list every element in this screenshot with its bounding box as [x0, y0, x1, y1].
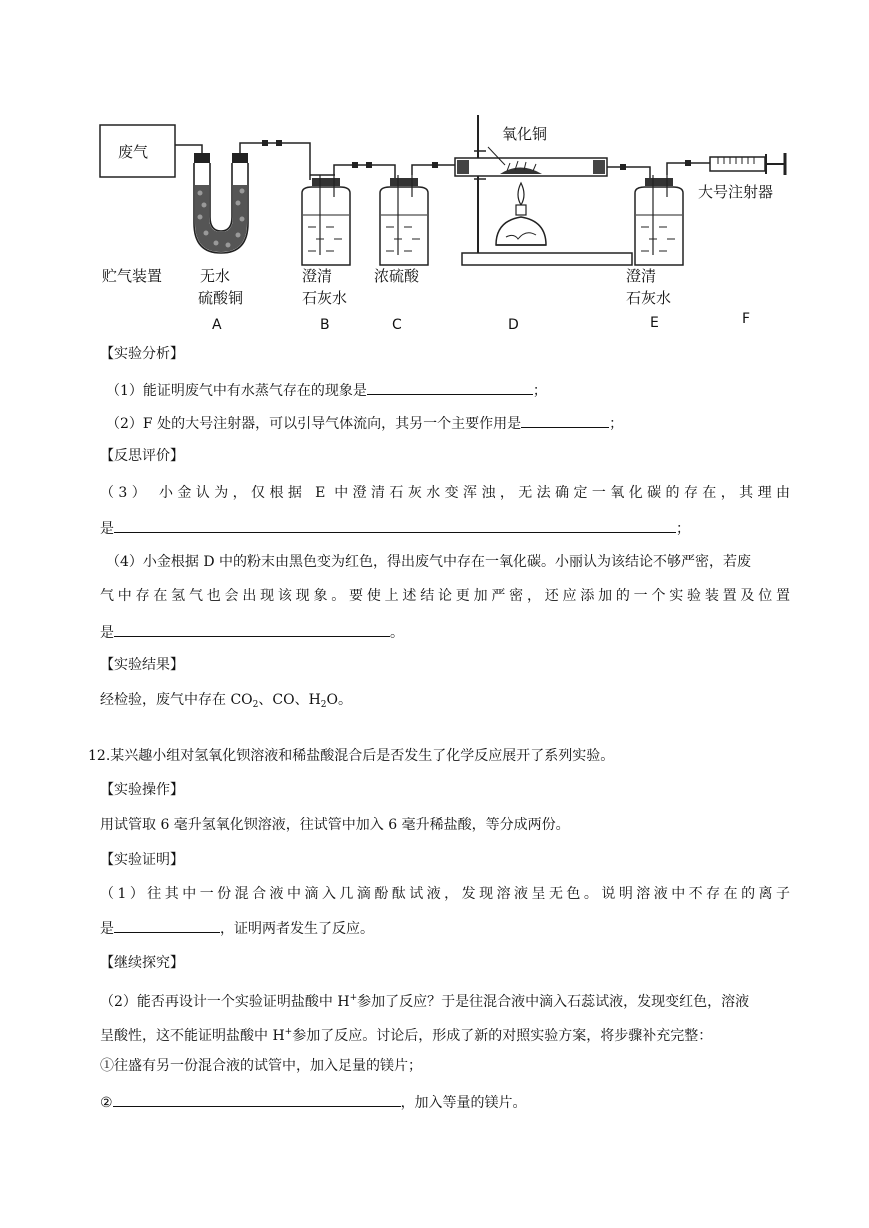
p1-line-1-text: （1）往其中一份混合液中滴入几滴酚酞试液，发现溶液呈无色。说明溶液中不存在的离子 — [100, 886, 790, 902]
result-end: O。 — [326, 692, 352, 708]
limewater-b-label-1: 澄清 — [302, 267, 333, 285]
step-2-pre: ② — [100, 1095, 113, 1111]
q1-end: ； — [532, 383, 547, 399]
operation-header: 【实验操作】 — [100, 782, 184, 798]
p1-cont: 是 — [100, 921, 114, 937]
p2-sup-2: + — [284, 1027, 293, 1037]
limewater-e-label-2: 石灰水 — [626, 289, 672, 307]
cuso4-label-2: 硫酸铜 — [198, 289, 244, 307]
q3-answer-blank[interactable] — [114, 518, 676, 533]
p2-line-2-pre: 呈酸性，这不能证明盐酸中 H — [100, 1028, 285, 1044]
question-3-line-1 — [100, 483, 790, 503]
u-tube-a — [194, 153, 248, 253]
proof-header: 【实验证明】 — [100, 852, 184, 868]
p1-answer-blank[interactable] — [114, 918, 220, 933]
step-2 — [100, 1092, 527, 1113]
conc-h2so4-label: 浓硫酸 — [374, 267, 420, 285]
q4-cont: 是 — [100, 625, 114, 641]
q1-text: （1）能证明废气中有水蒸气存在的现象是 — [106, 383, 367, 399]
step-1: ①往盛有另一份混合液的试管中，加入足量的镁片； — [100, 1058, 422, 1074]
letter-e: E — [650, 315, 659, 331]
q3-end: ； — [676, 521, 690, 537]
p1-line-2 — [100, 918, 374, 939]
limewater-b-label-2: 石灰水 — [302, 289, 348, 307]
p2-line-1-pre: （2）能否再设计一个实验证明盐酸中 H — [100, 994, 350, 1010]
syringe-label: 大号注射器 — [698, 183, 774, 201]
p1-end: ，证明两者发生了反应。 — [220, 921, 374, 937]
q3-text: （3） 小金认为，仅根据 E 中澄清石灰水变浑浊，无法确定一氧化碳的存在，其理由 — [100, 485, 790, 501]
q3-cont: 是 — [100, 521, 114, 537]
bottle-b — [302, 175, 350, 265]
bottle-c — [380, 175, 428, 265]
question-1 — [106, 380, 547, 401]
q2-answer-blank[interactable] — [521, 413, 609, 428]
question-3-line-2 — [100, 518, 690, 539]
p2-line-2 — [100, 1022, 712, 1046]
letter-b: B — [320, 317, 330, 333]
result-header: 【实验结果】 — [100, 657, 184, 673]
question-2 — [106, 413, 623, 434]
result-text — [100, 690, 352, 715]
letter-a: A — [212, 317, 222, 333]
q4-answer-blank[interactable] — [114, 622, 390, 637]
q4-line-2-text: 气中存在氢气也会出现该现象。要使上述结论更加严密，还应添加的一个实验装置及位置 — [100, 588, 790, 604]
operation-text: 用试管取 6 毫升氢氧化钡溶液，往试管中加入 6 毫升稀盐酸，等分成两份。 — [100, 817, 570, 833]
result-mid: 、CO、H — [258, 692, 321, 708]
letter-c: C — [392, 317, 402, 333]
continue-header: 【继续探究】 — [100, 955, 184, 971]
q1-answer-blank[interactable] — [367, 380, 533, 395]
q4-end: 。 — [390, 625, 404, 641]
limewater-e-label-1: 澄清 — [626, 267, 657, 285]
p2-sup-1: + — [349, 993, 358, 1003]
syringe-f — [710, 153, 785, 175]
step-2-answer-blank[interactable] — [113, 1092, 401, 1107]
p2-line-2-post: 参加了反应。讨论后，形成了新的对照实验方案，将步骤补充完整： — [292, 1028, 713, 1044]
p1-line-1 — [100, 884, 790, 904]
cuso4-label-1: 无水 — [200, 267, 231, 285]
step-2-end: ，加入等量的镁片。 — [400, 1095, 527, 1111]
bottle-e — [635, 175, 683, 265]
letter-f: F — [742, 311, 751, 327]
copper-oxide-label: 氧化铜 — [502, 125, 548, 143]
result-pre: 经检验，废气中存在 CO — [100, 692, 253, 708]
analysis-header: 【实验分析】 — [100, 346, 184, 362]
result-sub-1: 2 — [252, 700, 259, 710]
question-4-line-1: （4）小金根据 D 中的粉末由黑色变为红色，得出废气中存在一氧化碳。小丽认为该结论不够严密，若废 — [106, 554, 752, 570]
p2-line-1-post: 参加了反应？于是往混合液中滴入石蕊试液，发现变红色，溶液 — [357, 994, 750, 1010]
reflect-header: 【反思评价】 — [100, 448, 184, 464]
waste-gas-label: 废气 — [118, 143, 149, 161]
storage-label: 贮气装置 — [102, 267, 163, 285]
p2-line-1 — [100, 988, 749, 1012]
question-4-line-3 — [100, 622, 404, 643]
q2-end: ； — [609, 416, 624, 432]
question-4-line-2 — [100, 586, 790, 606]
question-12: 12.某兴趣小组对氢氧化钡溶液和稀盐酸混合后是否发生了化学反应展开了系列实验。 — [88, 748, 615, 764]
result-sub-2: 2 — [320, 700, 327, 710]
letter-d: D — [508, 317, 519, 333]
apparatus-diagram — [90, 105, 810, 335]
q2-text: （2）F 处的大号注射器，可以引导气体流向，其另一个主要作用是 — [106, 416, 522, 432]
